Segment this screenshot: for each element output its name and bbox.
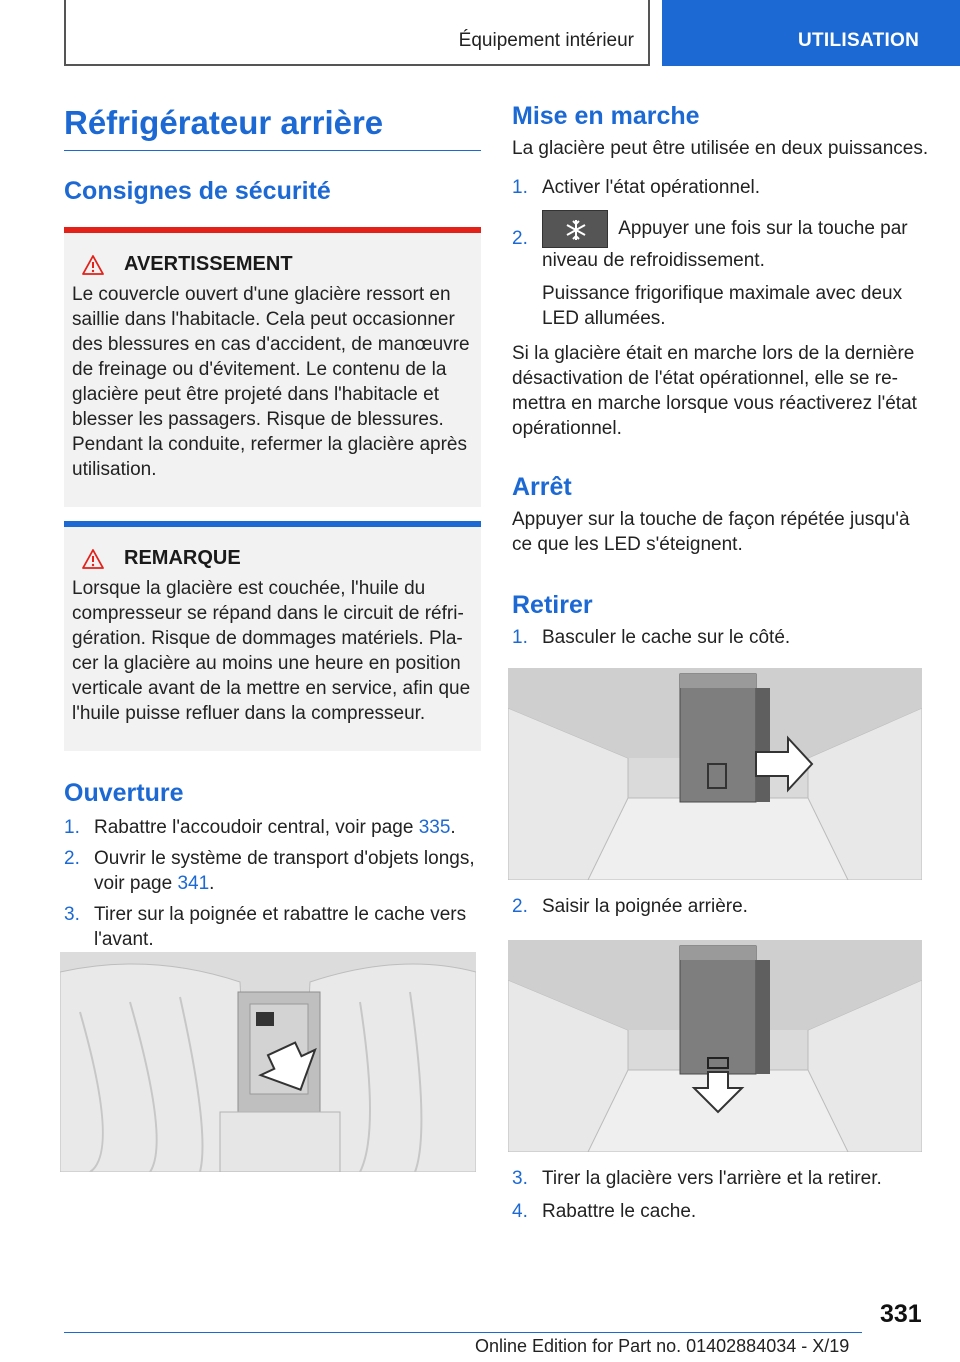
warning-title: AVERTISSEMENT xyxy=(124,253,293,275)
note-title: REMARQUE xyxy=(124,547,241,569)
page-number: 331 xyxy=(880,1300,922,1328)
list-item: 2. Appuyer une fois sur la touche par niveau de refroidissement. Puissance frigorifique maximale avec deux LED allumées. xyxy=(512,210,930,331)
remove-steps-a xyxy=(512,625,930,650)
list-item: 2. Ouvrir le système de transport d'objets longs, voir page 341. xyxy=(64,848,475,894)
header-section-title: Équipement intérieur xyxy=(458,30,634,51)
armrest-drawing xyxy=(60,952,476,1172)
page-title: Réfrigérateur arrière xyxy=(64,100,481,151)
cooler-side-illustration xyxy=(508,668,922,880)
remove-steps-c xyxy=(512,1166,930,1224)
snowflake-icon xyxy=(543,211,609,249)
list-item: 1. Basculer le cache sur le côté. xyxy=(512,627,791,648)
header-chapter-title: UTILISATION xyxy=(798,30,920,51)
opening-heading: Ouverture xyxy=(64,779,184,807)
stop-text: Appuyer sur la touche de façon répétée jusqu'à ce que les LED s'éteignent. xyxy=(512,509,910,555)
list-item: 1. Activer l'état opérationnel. xyxy=(512,177,761,198)
list-item: 3. Tirer sur la poignée et rabattre le cache vers l'avant. xyxy=(64,904,467,950)
remove-steps-b xyxy=(512,894,930,919)
footer-divider xyxy=(64,1332,862,1333)
cooler-pull-drawing xyxy=(508,940,922,1152)
stop-heading: Arrêt xyxy=(512,473,572,501)
cooler-side-drawing xyxy=(508,668,922,880)
start-paragraph: Si la glacière était en marche lors de la dernière désactivation de l'état opérationnel, elle se remettra en marche lorsque vous réactiverez l'état opérationnel. xyxy=(512,343,917,439)
warning-triangle-icon xyxy=(82,549,104,569)
list-item: 2. Saisir la poignée arrière. xyxy=(512,896,748,917)
armrest-illustration xyxy=(60,952,476,1172)
list-item: 4. Rabattre le cache. xyxy=(512,1201,697,1222)
start-heading: Mise en marche xyxy=(512,102,700,130)
note-text: Lorsque la glacière est couchée, l'huile du compresseur se répand dans le circuit de réfrigération. Risque de dommages matériels. Placer la glacière au moins une heure en position verticale avant de la mettre en service, afin que l'huile puisse refluer dans la compresseur. xyxy=(72,578,471,724)
note-box xyxy=(64,521,481,751)
list-item: 3. Tirer la glacière vers l'arrière et la retirer. xyxy=(512,1168,882,1189)
warning-triangle-icon xyxy=(82,255,104,275)
cooling-button xyxy=(542,210,608,248)
header-section-tab xyxy=(64,0,650,66)
page-link-335[interactable]: 335 xyxy=(418,817,451,838)
right-column xyxy=(512,100,930,650)
footer-edition: Online Edition for Part no. 01402884034 - X/19 xyxy=(475,1336,850,1356)
safety-heading: Consignes de sécurité xyxy=(64,177,331,205)
opening-steps xyxy=(64,815,481,952)
cooler-pull-illustration xyxy=(508,940,922,1152)
start-intro: La glacière peut être utilisée en deux puissances. xyxy=(512,138,929,159)
warning-text: Le couvercle ouvert d'une glacière ressort en saillie dans l'habitacle. Cela peut occasionner des blessures en cas d'accident, de manœuvre de freinage ou d'évitement. Le contenu de la glacière peut être projeté dans l'habitacle et blesser les passagers. Risque de blessures. Pendant la conduite, refermer la glacière après utilisation. xyxy=(72,284,470,480)
step-detail: Puissance frigorifique maximale avec deux LED allumées. xyxy=(542,283,903,329)
start-steps xyxy=(512,175,930,331)
warning-box xyxy=(64,227,481,507)
remove-heading: Retirer xyxy=(512,591,593,619)
left-column xyxy=(64,100,481,952)
list-item: 1. Rabattre l'accoudoir central, voir page 335. xyxy=(64,817,456,838)
page-link-341[interactable]: 341 xyxy=(177,873,210,894)
header-chapter-tab xyxy=(662,0,960,66)
